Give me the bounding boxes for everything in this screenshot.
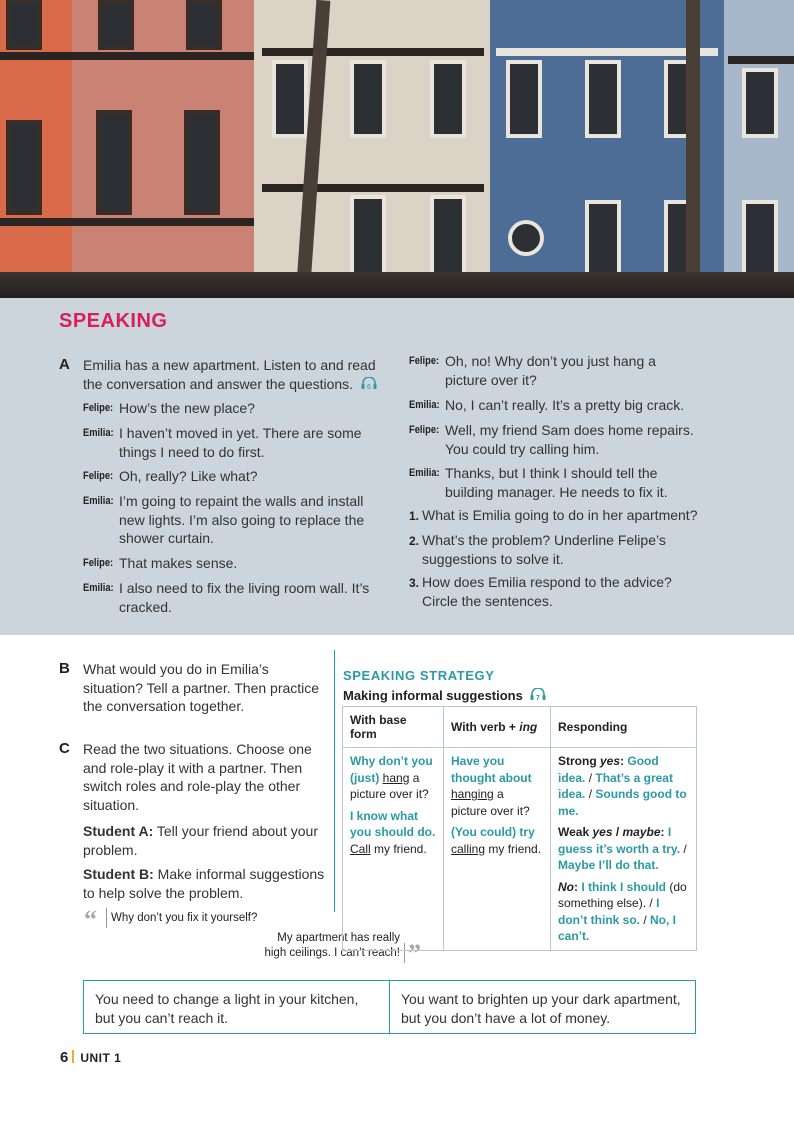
student-a-text: Tell your friend about your problem. [83, 823, 318, 858]
question-text: What’s the problem? Underline Felipe’s suggestions to solve it. [422, 532, 666, 567]
base-form-example-1: Why don’t you (just) hang a picture over it? [350, 754, 433, 801]
dialogue-line: Well, my friend Sam does home repairs. You could try calling him. [445, 422, 694, 457]
svg-text:7: 7 [536, 695, 541, 701]
close-quote-icon: ” [408, 939, 421, 968]
base-form-example-2: I know what you should do. Call my friend. [350, 808, 436, 856]
exercise-c-letter: C [59, 740, 70, 757]
verb-ing-example-2: (You could) try calling my friend. [451, 825, 542, 856]
column-divider [334, 650, 335, 912]
page-number: 6 [60, 1049, 69, 1066]
student-a-label: Student A: [83, 823, 154, 839]
student-b-role [83, 865, 328, 902]
student-a-role [83, 822, 328, 859]
col-header-verb-ing: With verb + ing [444, 707, 551, 748]
responding-strong-yes: Strong yes: Good idea. / That’s a great idea. / Sounds good to me. [558, 754, 687, 818]
col-header-responding: Responding [551, 707, 697, 748]
strategy-heading: SPEAKING STRATEGY [343, 668, 495, 683]
dialogue-line: Thanks, but I think I should tell the building manager. He needs to fix it. [445, 465, 668, 500]
question-number: 2. [409, 534, 420, 548]
dialogue-line: Oh, no! Why don’t you just hang a picture over it? [445, 353, 656, 388]
dialogue-speaker: Emilia: [83, 495, 114, 507]
audio-track-icon[interactable] [361, 377, 377, 390]
strategy-table [342, 706, 697, 951]
quote-suggestion: Why don’t you fix it yourself? [111, 912, 258, 924]
situation-2: You want to brighten up your dark apartment, but you don’t have a lot of money. [389, 981, 695, 1033]
dialogue-speaker: Felipe: [83, 470, 114, 482]
student-b-text: Make informal suggestions to help solve the problem. [83, 866, 325, 901]
exercise-c-text: Read the two situations. Choose one and role-play it with a partner. Then switch roles and role-play the other situation. [83, 741, 312, 813]
responding-no: No: I think I should (do something else). / I don’t think so. / No, I can’t. [558, 879, 687, 943]
responding-cell [551, 748, 697, 951]
col-header-base-form: With base form [343, 707, 444, 748]
question-text: What is Emilia going to do in her apartment? [422, 507, 698, 523]
verb-ing-example-1: Have you thought about hanging a picture over it? [451, 754, 532, 818]
dialogue-speaker: Felipe: [83, 557, 114, 569]
dialogue-speaker: Felipe: [409, 424, 440, 436]
dialogue-line: Oh, really? Like what? [119, 468, 258, 484]
exercise-a-instructions [83, 356, 383, 393]
exercise-b-letter: B [59, 660, 70, 677]
open-quote-icon: “ [84, 905, 97, 934]
situation-1: You need to change a light in your kitchen, but you can’t reach it. [95, 991, 359, 1026]
dialogue-line: I also need to fix the living room wall. It’s cracked. [119, 580, 370, 615]
dialogue-line: That makes sense. [119, 555, 238, 571]
quote-problem-line2: high ceilings. I can’t reach! [264, 947, 400, 959]
dialogue-speaker: Emilia: [409, 467, 440, 479]
section-title: SPEAKING [59, 310, 168, 332]
question-number: 3. [409, 576, 420, 590]
audio-track-icon[interactable] [530, 688, 546, 701]
dialogue-speaker: Felipe: [83, 402, 114, 414]
speaking-panel [0, 298, 794, 635]
responding-weak-yes: Weak yes / maybe: I guess it’s worth a try. / Maybe I’ll do that. [558, 825, 687, 872]
page-footer [60, 1049, 121, 1066]
unit-label: UNIT 1 [80, 1051, 122, 1065]
svg-text:6: 6 [367, 383, 371, 390]
base-form-cell [343, 748, 444, 951]
situations-box [83, 980, 696, 1034]
strategy-subheading [343, 688, 546, 703]
dialogue-speaker: Emilia: [409, 399, 440, 411]
verb-ing-cell [444, 748, 551, 951]
hero-photo-row-houses [0, 0, 794, 298]
exercise-a-letter: A [59, 356, 70, 373]
exercise-b-text: What would you do in Emilia’s situation? Tell a partner. Then practice the conversation together. [83, 661, 320, 714]
dialogue-speaker: Emilia: [83, 427, 114, 439]
exercise-a-instructions-text: Emilia has a new apartment. Listen to and read the conversation and answer the questions. [83, 357, 376, 392]
question-text: How does Emilia respond to the advice? Circle the sentences. [422, 574, 672, 609]
question-number: 1. [409, 509, 420, 523]
dialogue-line: How’s the new place? [119, 400, 255, 416]
dialogue-speaker: Felipe: [409, 355, 440, 367]
dialogue-line: I’m going to repaint the walls and install new lights. I’m also going to replace the shower curtain. [119, 493, 365, 546]
quote-problem-line1: My apartment has really [277, 932, 400, 944]
student-b-label: Student B: [83, 866, 154, 882]
dialogue-speaker: Emilia: [83, 582, 114, 594]
dialogue-line: No, I can’t really. It’s a pretty big crack. [445, 397, 685, 413]
strategy-subheading-text: Making informal suggestions [343, 688, 523, 703]
dialogue-line: I haven’t moved in yet. There are some things I need to do first. [119, 425, 362, 460]
